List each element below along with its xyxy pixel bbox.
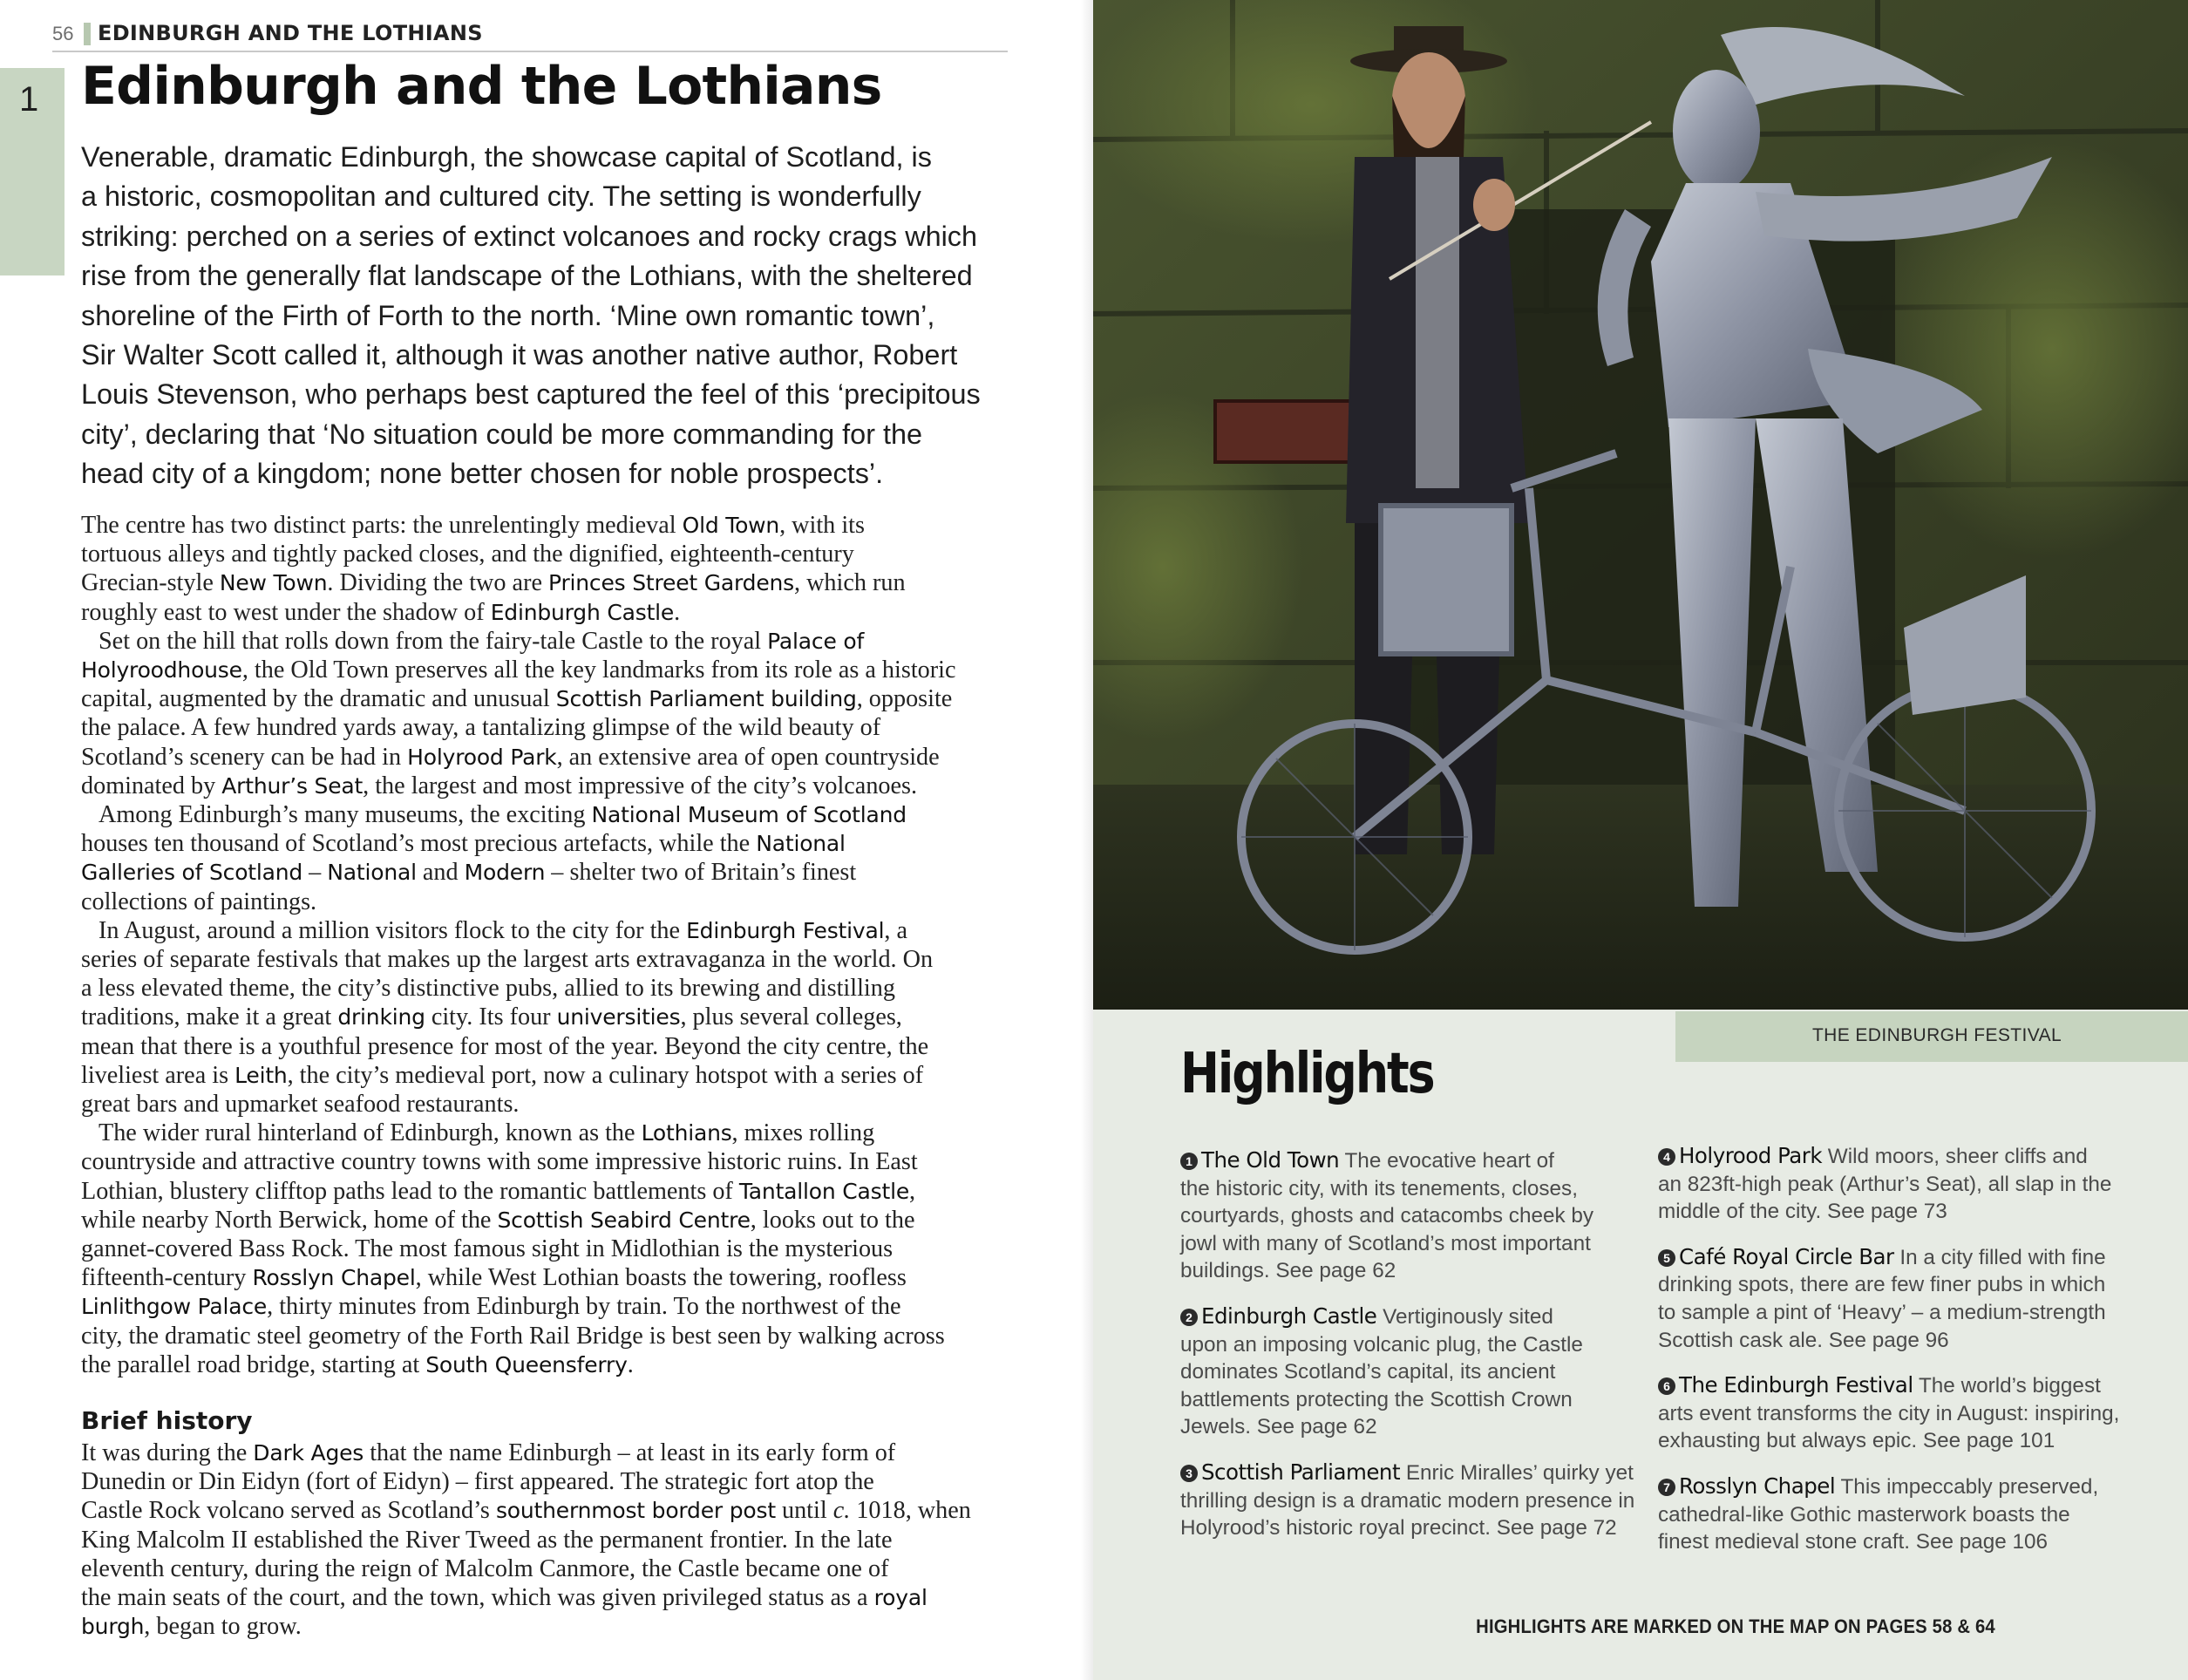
highlight-term: Dark Ages	[253, 1440, 364, 1466]
highlight-name: Scottish Parliament	[1201, 1459, 1401, 1485]
highlight-item	[1180, 1146, 1634, 1285]
text-run: , opposite	[856, 685, 953, 713]
text-run: , looks out to the	[750, 1206, 915, 1234]
highlight-name: Rosslyn Chapel	[1679, 1473, 1836, 1499]
text-run: liveliest area is	[81, 1061, 235, 1089]
highlight-term: Rosslyn Chapel	[252, 1265, 416, 1291]
highlights-right-column	[1658, 1142, 2120, 1574]
body-line	[81, 1090, 1023, 1119]
page-gutter	[1081, 0, 1093, 1680]
text-run: , the city’s medieval port, now a culinary hotspot with a series of	[287, 1061, 924, 1089]
highlight-item-heading-line	[1658, 1142, 2111, 1171]
highlight-term: southernmost border post	[495, 1498, 776, 1524]
highlight-term: Old Town	[682, 513, 780, 538]
highlight-item-heading-line	[1180, 1146, 1634, 1175]
brief-history-line	[81, 1496, 1023, 1525]
highlight-description: Vertiginously sited	[1383, 1304, 1553, 1329]
text-run: great bars and upmarket seafood restaurants.	[81, 1091, 520, 1119]
body-line	[81, 1177, 1023, 1206]
highlight-description: In a city filled with fine	[1899, 1245, 2106, 1269]
highlight-name: The Edinburgh Festival	[1679, 1372, 1913, 1398]
highlight-item	[1180, 1459, 1634, 1542]
body-line	[81, 627, 1023, 656]
text-run: tortuous alleys and tightly packed closes, and the dignified, eighteenth-century	[81, 541, 854, 568]
highlight-item-heading-line	[1658, 1243, 2111, 1272]
body-line	[81, 1234, 1023, 1263]
highlight-description: thrilling design is a dramatic modern presence in	[1180, 1488, 1635, 1513]
body-line	[81, 1292, 1023, 1321]
text-run: – shelter two of Britain’s finest	[545, 859, 857, 887]
highlight-term: New Town	[219, 570, 328, 596]
body-line	[81, 743, 1023, 772]
body-line	[81, 511, 1023, 540]
highlight-description: Holyrood’s historic royal precinct. See page 72	[1180, 1516, 1617, 1541]
intro-line: Sir Walter Scott called it, although it was another native author, Robert	[81, 339, 958, 371]
right-page	[1093, 0, 2188, 1680]
highlight-name: Edinburgh Castle	[1201, 1303, 1377, 1329]
highlight-term: Edinburgh Castle	[490, 599, 675, 625]
body-text	[81, 511, 1023, 1379]
body-line	[81, 829, 1023, 858]
page-number: 56	[52, 23, 74, 44]
highlight-term: Holyroodhouse	[81, 657, 242, 684]
highlight-description: The evocative heart of	[1344, 1149, 1554, 1173]
text-run: , mixes rolling	[731, 1119, 875, 1147]
highlight-term: Palace of	[767, 628, 865, 654]
text-run: collections of paintings.	[81, 888, 317, 915]
intro-line: a historic, cosmopolitan and cultured city. The setting is wonderfully	[81, 180, 921, 213]
highlight-description: the historic city, with its tenements, closes,	[1180, 1176, 1578, 1200]
highlight-name: Holyrood Park	[1679, 1143, 1823, 1168]
highlight-description: Enric Miralles’ quirky yet	[1405, 1460, 1634, 1485]
text-run: traditions, make it a great	[81, 1003, 338, 1031]
highlight-description: finest medieval stone craft. See page 106	[1658, 1530, 2049, 1554]
text-run: Grecian-style	[81, 569, 220, 597]
highlight-description: middle of the city. See page 73	[1658, 1200, 1947, 1224]
highlight-number-badge: 2	[1180, 1309, 1198, 1326]
text-run: capital, augmented by the dramatic and unusual	[81, 685, 556, 713]
text-run: countryside and attractive country towns with some impressive historic ruins. In East	[81, 1148, 918, 1176]
text-run: a less elevated theme, the city’s distinctive pubs, allied to its brewing and distilling	[81, 975, 895, 1003]
highlight-term: Modern	[464, 860, 546, 886]
highlight-description: upon an imposing volcanic plug, the Castle	[1180, 1332, 1583, 1357]
body-line	[81, 656, 1023, 684]
text-run: series of separate festivals that makes up the largest arts extravaganza in the world. On	[81, 946, 934, 974]
highlight-term: South Queensferry	[425, 1351, 628, 1377]
text-run: , while West Lothian boasts the towering, roofless	[415, 1264, 907, 1292]
brief-history-line	[81, 1439, 1023, 1467]
highlight-description: to sample a pint of ‘Heavy’ – a medium-strength	[1658, 1300, 2106, 1324]
highlight-term: drinking	[337, 1004, 425, 1030]
brief-history-line	[81, 1467, 1023, 1496]
highlight-description: arts event transforms the city in August: inspiring,	[1658, 1401, 2120, 1425]
text-run: The wider rural hinterland of Edinburgh, known as the	[99, 1119, 642, 1147]
text-run: houses ten thousand of Scotland’s most precious artefacts, while the	[81, 830, 757, 858]
highlight-description: jowl with many of Scotland’s most important	[1180, 1231, 1591, 1255]
text-run: .	[627, 1350, 634, 1378]
text-run: Lothian, blustery clifftop paths lead to the romantic battlements of	[81, 1177, 739, 1205]
highlight-number-badge: 4	[1658, 1148, 1675, 1166]
body-line	[81, 598, 1023, 627]
intro-line: Venerable, dramatic Edinburgh, the showcase capital of Scotland, is	[81, 141, 932, 173]
text-run: the main seats of the court, and the town, which was given privileged status as a	[81, 1584, 874, 1612]
running-head-marker	[84, 23, 91, 45]
highlight-item	[1658, 1371, 2120, 1455]
body-line	[81, 1350, 1023, 1379]
highlight-number-badge: 7	[1658, 1479, 1675, 1496]
body-line	[81, 684, 1023, 713]
text-run: Castle Rock volcano served as Scotland’s	[81, 1497, 496, 1525]
highlights-map-note: HIGHLIGHTS ARE MARKED ON THE MAP ON PAGES 58 & 64	[1476, 1615, 1995, 1637]
highlight-item	[1658, 1473, 2111, 1556]
text-run: , an extensive area of open countryside	[556, 743, 940, 771]
body-line	[81, 1206, 1023, 1234]
text-run: while nearby North Berwick, home of the	[81, 1206, 498, 1234]
highlight-item	[1658, 1142, 2111, 1226]
text-run: dominated by	[81, 772, 222, 799]
body-line	[81, 713, 1023, 742]
body-line	[81, 1147, 1023, 1176]
brief-history-heading: Brief history	[81, 1406, 253, 1435]
text-run: In August, around a million visitors flock to the city for the	[99, 916, 687, 944]
highlight-description: an 823ft-high peak (Arthur’s Seat), all slap in the	[1658, 1172, 2112, 1196]
body-line	[81, 540, 1023, 568]
text-run: fifteenth-century	[81, 1264, 253, 1292]
highlight-term: Lothians	[641, 1120, 732, 1146]
body-line	[81, 974, 1023, 1003]
highlight-number-badge: 6	[1658, 1377, 1675, 1395]
text-run: , the largest and most impressive of the city’s volcanoes.	[363, 772, 918, 799]
text-run: until	[775, 1497, 833, 1525]
left-page	[0, 0, 1093, 1680]
text-run: , thirty minutes from Edinburgh by train. To the northwest of the	[267, 1293, 901, 1321]
brief-history-line	[81, 1612, 1023, 1641]
body-line	[81, 1061, 1023, 1090]
body-line	[81, 800, 1023, 829]
text-run: mean that there is a youthful presence for most of the year. Beyond the city centre, the	[81, 1032, 929, 1060]
chapter-title: Edinburgh and the Lothians	[81, 56, 882, 117]
highlight-description: The world’s biggest	[1918, 1374, 2101, 1398]
highlight-term: Scottish Seabird Centre	[497, 1207, 751, 1233]
text-run: , with its	[779, 512, 865, 539]
highlight-term: National	[327, 860, 417, 886]
body-line	[81, 568, 1023, 597]
highlight-description: drinking spots, there are few finer pubs in which	[1658, 1273, 2106, 1297]
highlight-item	[1180, 1303, 1634, 1441]
intro-line: head city of a kingdom; none better chosen for noble prospects’.	[81, 458, 884, 490]
text-run: , plus several colleges,	[680, 1003, 902, 1031]
text-run: 1018, when	[850, 1497, 971, 1525]
body-line	[81, 772, 1023, 800]
text-run: city. Its four	[425, 1003, 557, 1031]
running-head	[52, 19, 1008, 52]
brief-history-line	[81, 1554, 1023, 1583]
intro-line: Louis Stevenson, who perhaps best captured the feel of this ‘precipitous	[81, 378, 981, 411]
text-run: roughly east to west under the shadow of	[81, 598, 491, 626]
highlight-description: courtyards, ghosts and catacombs cheek by	[1180, 1204, 1594, 1228]
text-run: , began to grow.	[144, 1613, 302, 1641]
body-line	[81, 1322, 1023, 1350]
highlight-term: National Museum of Scotland	[591, 802, 907, 828]
highlight-term: Linlithgow Palace	[81, 1294, 268, 1320]
intro-line: city’, declaring that ‘No situation could be more commanding for the	[81, 418, 923, 450]
highlights-left-column	[1180, 1146, 1634, 1560]
highlight-term: Edinburgh Festival	[686, 917, 885, 943]
text-run: King Malcolm II established the River Tweed as the permanent frontier. In the late	[81, 1526, 893, 1554]
photo-caption-box	[1675, 1011, 2188, 1062]
body-line	[81, 1263, 1023, 1292]
body-line	[81, 1032, 1023, 1061]
text-run: .	[674, 598, 681, 626]
text-run: eleventh century, during the reign of Malcolm Canmore, the Castle became one of	[81, 1554, 889, 1582]
body-line	[81, 1119, 1023, 1147]
highlight-item-heading-line	[1180, 1303, 1634, 1331]
text-run: c.	[832, 1497, 851, 1525]
highlight-term: Galleries of Scotland	[81, 860, 303, 886]
running-head-title: EDINBURGH AND THE LOTHIANS	[98, 21, 483, 45]
highlight-term: universities	[556, 1004, 681, 1030]
body-line	[81, 858, 1023, 887]
text-run: Among Edinburgh’s many museums, the exciting	[99, 801, 592, 829]
intro-line: shoreline of the Firth of Forth to the north. ‘Mine own romantic town’,	[81, 299, 935, 331]
brief-history-line	[81, 1526, 1023, 1554]
body-line	[81, 1003, 1023, 1031]
highlight-item-heading-line	[1658, 1371, 2111, 1400]
festival-photo	[1093, 0, 2188, 1010]
highlight-number-badge: 3	[1180, 1465, 1198, 1482]
body-line	[81, 945, 1023, 974]
highlight-term: Arthur’s Seat	[221, 772, 364, 799]
text-run: . Dividing the two are	[327, 569, 549, 597]
highlight-item-heading-line	[1658, 1473, 2111, 1501]
highlight-term: Leith	[234, 1062, 288, 1088]
highlight-description: This impeccably preserved,	[1840, 1474, 2099, 1499]
body-line	[81, 888, 1023, 916]
highlight-description: battlements protecting the Scottish Crown	[1180, 1387, 1573, 1411]
highlight-description: dominates Scotland’s capital, its ancient	[1180, 1360, 1556, 1384]
highlight-term: Holyrood Park	[407, 744, 557, 770]
highlight-number-badge: 1	[1180, 1153, 1198, 1170]
intro-line: rise from the generally flat landscape of the Lothians, with the sheltered	[81, 260, 973, 292]
highlight-name: Café Royal Circle Bar	[1679, 1243, 1894, 1269]
text-run: Dunedin or Din Eidyn (fort of Eidyn) – first appeared. The strategic fort atop the	[81, 1468, 874, 1496]
highlight-description: exhausting but always epic. See page 101	[1658, 1429, 2055, 1453]
brief-history-text	[81, 1439, 1023, 1641]
photo-caption: THE EDINBURGH FESTIVAL	[1811, 1025, 2062, 1045]
text-run: , which run	[793, 569, 906, 597]
text-run: the palace. A few hundred yards away, a tantalizing glimpse of the wild beauty of	[81, 714, 881, 742]
chapter-tab	[0, 68, 65, 275]
intro-line: striking: perched on a series of extinct volcanoes and rocky crags which	[81, 220, 978, 252]
highlight-term: burgh	[81, 1614, 145, 1640]
highlight-term: National	[756, 831, 846, 857]
text-run: , the Old Town preserves all the key landmarks from its role as a historic	[241, 656, 956, 684]
text-run: Set on the hill that rolls down from the fairy-tale Castle to the royal	[99, 627, 768, 655]
text-run: It was during the	[81, 1439, 254, 1466]
text-run: , a	[884, 916, 907, 944]
chapter-number: 1	[19, 80, 39, 119]
highlight-term: royal	[873, 1585, 928, 1611]
text-run: The centre has two distinct parts: the unrelentingly medieval	[81, 512, 683, 539]
highlight-item	[1658, 1243, 2111, 1354]
highlight-term: Scottish Parliament building	[555, 686, 857, 712]
highlights-title: Highlights	[1180, 1042, 1434, 1106]
highlight-description: Jewels. See page 62	[1180, 1415, 1377, 1439]
text-run: that the name Edinburgh – at least in its early form of	[364, 1439, 896, 1466]
body-line	[81, 916, 1023, 945]
highlight-description: Wild moors, sheer cliffs and	[1827, 1145, 2088, 1168]
brief-history-line	[81, 1583, 1023, 1612]
highlight-description: buildings. See page 62	[1180, 1259, 1396, 1283]
text-run: gannet-covered Bass Rock. The most famous sight in Midlothian is the mysterious	[81, 1235, 894, 1263]
text-run: city, the dramatic steel geometry of the Forth Rail Bridge is best seen by walking across	[81, 1322, 945, 1350]
highlight-description: cathedral-like Gothic masterwork boasts the	[1658, 1502, 2070, 1527]
highlight-item-heading-line	[1180, 1459, 1634, 1487]
text-run: and	[416, 859, 465, 887]
text-run: –	[302, 859, 328, 887]
intro-paragraph	[81, 138, 981, 494]
text-run: the parallel road bridge, starting at	[81, 1350, 426, 1378]
highlight-name: The Old Town	[1201, 1147, 1340, 1173]
highlight-term: Princes Street Gardens	[548, 570, 794, 596]
highlight-description: Scottish cask ale. See page 96	[1658, 1328, 1949, 1352]
highlight-term: Tantallon Castle	[738, 1178, 910, 1204]
text-run: ,	[909, 1177, 916, 1205]
text-run: Scotland’s scenery can be had in	[81, 743, 408, 771]
highlight-number-badge: 5	[1658, 1249, 1675, 1267]
